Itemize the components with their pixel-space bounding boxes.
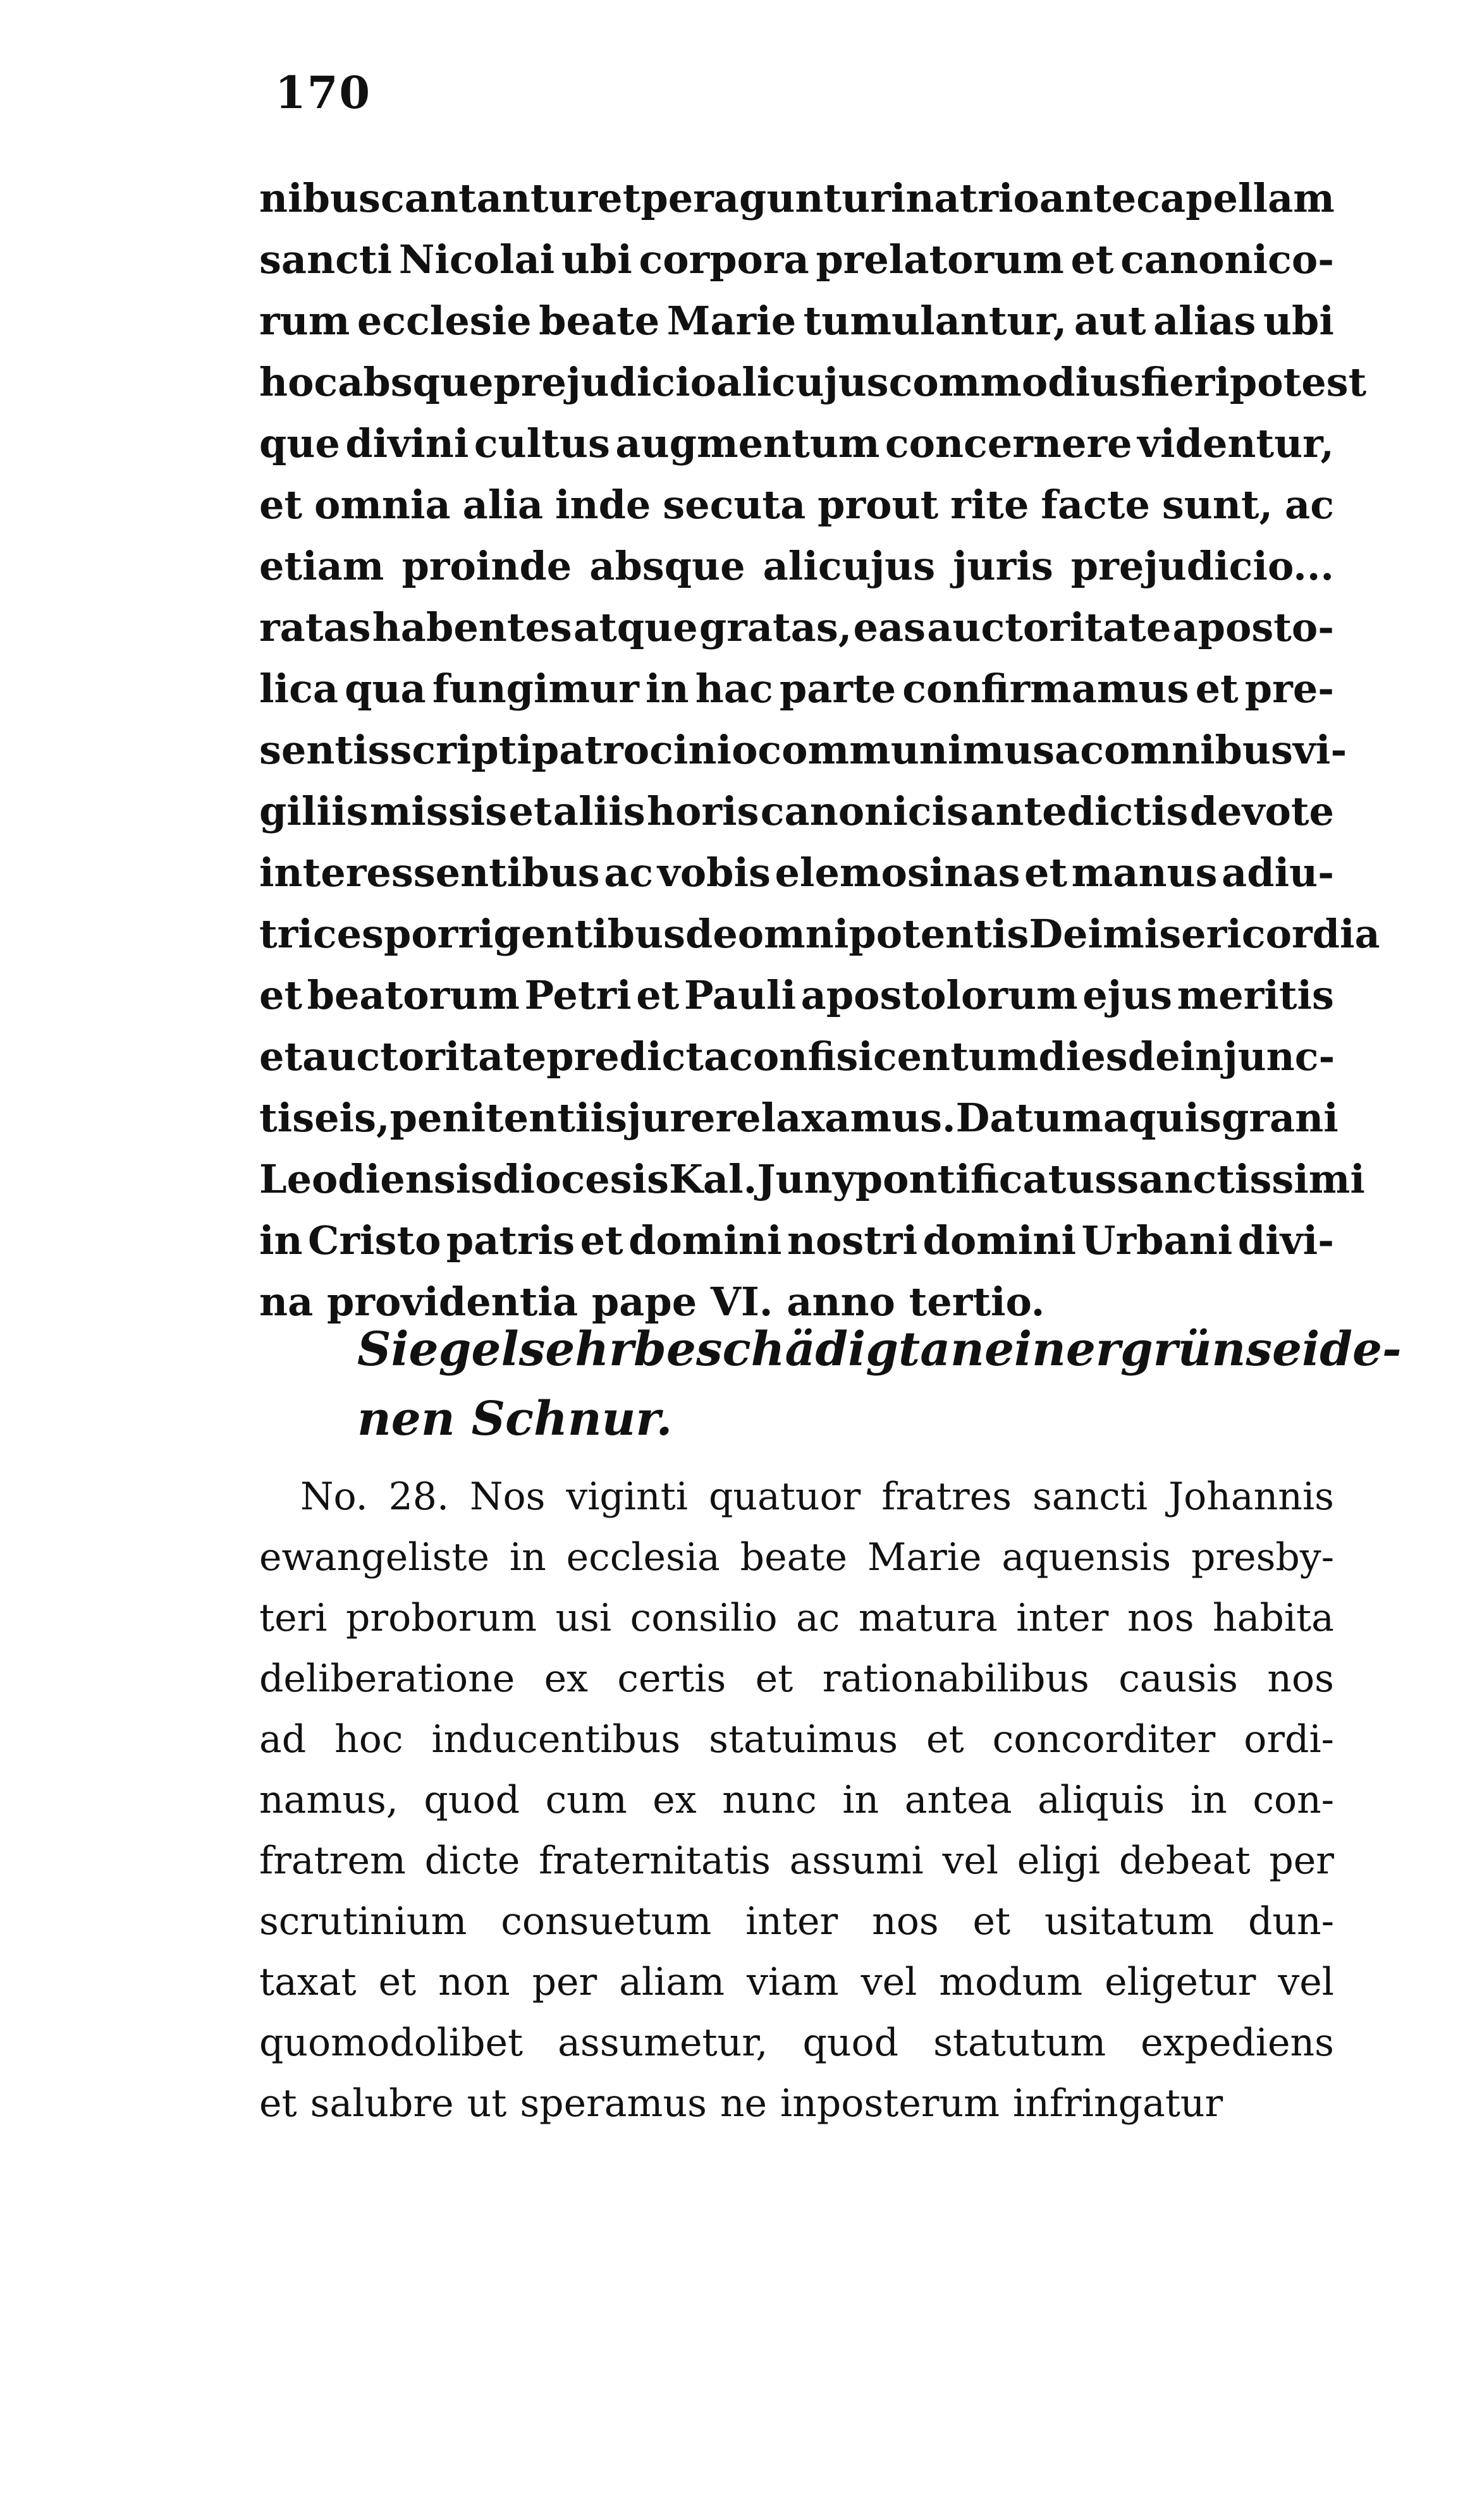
text-line: ratas habentes atque gratas, eas auctoritate aposto- <box>259 604 1334 650</box>
entry-line: taxat et non per aliam viam vel modum eligetur vel <box>259 1960 1334 2004</box>
entry-line: teri proborum usi consilio ac matura inter nos habita <box>259 1596 1334 1640</box>
text-line: in Cristo patris et domini nostri domini Urbani divi- <box>259 1217 1334 1263</box>
text-line: interessentibus ac vobis elemosinas et manus adiu- <box>259 849 1334 896</box>
text-line: hoc absque prejudicio alicujus commodius fieri potest <box>259 359 1367 405</box>
text-line: rum ecclesie beate Marie tumulantur, aut alias ubi <box>259 298 1334 344</box>
entry-line: scrutinium consuetum inter nos et usitatum dun- <box>259 1899 1334 1944</box>
text-line: et auctoritate predicta confisi centum dies de injunc- <box>259 1033 1335 1080</box>
entry-line: ad hoc inducentibus statuimus et concorditer ordi- <box>259 1717 1334 1762</box>
body-text <box>259 167 1380 1332</box>
entry-line: et salubre ut speramus ne inposterum infringatur <box>259 2081 1223 2126</box>
text-line: nibus cantantur et peraguntur in atrio ante capellam <box>259 175 1335 221</box>
page-number: 170 <box>275 66 372 119</box>
text-line: etiam proinde absque alicujus juris prejudicio... <box>259 543 1334 589</box>
entry-line: deliberatione ex certis et rationabilibus causis nos <box>259 1657 1334 1701</box>
entry-line: ewangeliste in ecclesia beate Marie aquensis presby- <box>259 1535 1334 1580</box>
text-line: trices porrigentibus de omnipotentis Dei misericordia <box>259 911 1380 957</box>
text-line: tis eis, penitentiis jure relaxamus. Datum aquisgrani <box>259 1095 1338 1141</box>
text-line: na providentia pape VI. anno tertio. <box>259 1279 1045 1325</box>
text-line: lica qua fungimur in hac parte confirmamus et pre- <box>259 666 1334 712</box>
text-line: sancti Nicolai ubi corpora prelatorum et canonico- <box>259 236 1334 283</box>
seal-note-line: Siegel sehr beschädigt an einer grün seide- <box>357 1322 1402 1377</box>
text-line: sentis scripti patrocinio communimus ac omnibus vi- <box>259 727 1347 773</box>
entry-no-28 <box>259 1466 1334 2134</box>
entry-line: No. 28. Nos viginti quatuor fratres sancti Johannis <box>300 1475 1334 1519</box>
text-line: giliis missis et aliis horis canonicis antedictis devote <box>259 788 1334 834</box>
text-line: Leodiensis diocesis Kal. Juny pontificatus sanctissimi <box>259 1156 1365 1202</box>
text-line: et omnia alia inde secuta prout rite facte sunt, ac <box>259 482 1334 528</box>
text-line: que divini cultus augmentum concernere videntur, <box>259 420 1334 466</box>
entry-line: namus, quod cum ex nunc in antea aliquis in con- <box>259 1778 1334 1822</box>
text-line: et beatorum Petri et Pauli apostolorum ejus meritis <box>259 972 1334 1018</box>
entry-line: quomodolibet assumetur, quod statutum expediens <box>259 2021 1334 2065</box>
seal-note <box>357 1315 1402 1454</box>
entry-line: fratrem dicte fraternitatis assumi vel eligi debeat per <box>259 1839 1334 1883</box>
seal-note-line: nen Schnur. <box>357 1392 673 1446</box>
